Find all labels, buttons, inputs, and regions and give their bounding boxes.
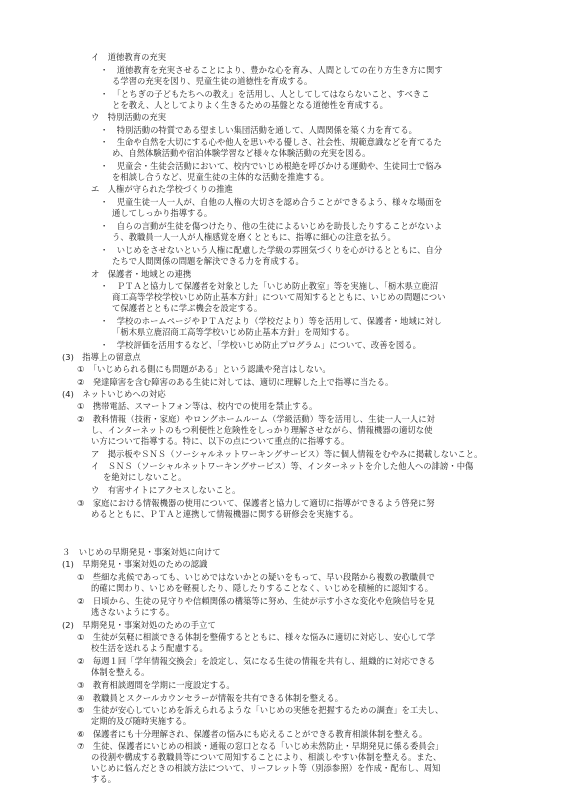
subsection-heading-recognition: (1) 早期発見・事案対処のための認識 — [62, 559, 208, 569]
bullet-line: て保護者とともに学ぶ機会を設定する。 — [112, 303, 263, 313]
numbered-line: ② 日頃から、生徒の見守りや信頼関係の構築等に努め、生徒が示す小さな変化や危険信号を見 — [77, 596, 435, 606]
section-heading-moral-education: イ 道徳教育の充実 — [91, 52, 167, 62]
numbered-line: ① 「いじめられる側にも問題がある」という認識や発言はしない。 — [77, 364, 331, 374]
bullet-line: 「栃木県立鹿沼商工高等学校いじめ防止基本方針」を周知する。 — [112, 327, 355, 337]
bullet-line: ・ 「とちぎの子どもたちへの教え」を活用し、人としてしてはならないこと、すべきこ — [100, 89, 430, 99]
bullet-line: たちで人間関係の問題を解決できる力を育成する。 — [112, 256, 304, 266]
numbered-line: い方について指導する。特に、以下の点について重点的に指導する。 — [91, 436, 350, 446]
numbered-line: ① 生徒が気軽に相談できる体制を整備するとともに、様々な悩みに適切に対応し、安心して学 — [77, 632, 436, 642]
numbered-line: いじめに悩んだときの相談方法について、リーフレット等（別添参照）を作成・配布し、周知 — [91, 763, 441, 773]
section-heading-early-detection: ３ いじめの早期発見・事案対処に向けて — [62, 547, 221, 557]
bullet-line: ・ 児童会・生徒会活動において、校内でいじめ根絶を呼びかける運動や、生徒同士で悩み — [100, 161, 442, 171]
sub-item-line: を絶対にしないこと。 — [103, 472, 187, 482]
bullet-line: ・ 学校評価を活用するなど、「学校いじめ防止プログラム」について、改善を図る。 — [100, 340, 421, 350]
bullet-line: ・ ＰＴＡと協力して保護者を対象とした「いじめ防止教室」等を実施し、「栃木県立鹿沼 — [100, 281, 439, 291]
numbered-line: 体制を整える。 — [91, 667, 150, 677]
numbered-line: 定期的及び随時実施する。 — [91, 716, 192, 726]
bullet-line: ・ 児童生徒一人一人が、自他の人権の大切さを認め合うことができるよう、様々な場面を — [100, 197, 443, 207]
section-heading-human-rights: エ 人権が守られた学校づくりの推進 — [91, 184, 233, 194]
section-heading-special-activities: ウ 特別活動の充実 — [91, 112, 167, 122]
numbered-line: ① 些細な兆候であっても、いじめではないかとの疑いをもって、早い段階から複数の教職員で — [77, 572, 435, 582]
bullet-line: ・ 特別活動の特質である望ましい集団活動を通して、人間関係を築く力を育てる。 — [100, 125, 418, 135]
bullet-line: 商工高等学校学校いじめ防止基本方針」について周知するとともに、いじめの問題につい — [112, 292, 446, 302]
bullet-line: 通してしっかり指導する。 — [112, 208, 213, 218]
bullet-line: め、自然体験活動や宿泊体験学習など様々な体験活動の充実を図る。 — [112, 148, 371, 158]
numbered-line: ① 携帯電話、スマートフォン等は、校内での使用を禁止する。 — [77, 401, 318, 411]
bullet-line: ・ 学校のホームページやＰＴＡだより（学校だより）等を活用して、保護者・地域に対し — [100, 316, 442, 326]
bullet-line: ・ 自らの言動が生徒を傷つけたり、他の生徒によるいじめを助長したりすることがないよ — [100, 221, 443, 231]
numbered-line: ② 毎週１回「学年情報交換会」を設定し、気になる生徒の情報を共有し、組織的に対応できる — [77, 656, 436, 666]
bullet-line: る学習の充実を図り、児童生徒の道徳性を育成する。 — [112, 76, 313, 86]
numbered-line: ② 教科情報（技術・家庭）やロングホームルーム（学級活動）等を活用し、生徒一人一人に対 — [77, 414, 435, 424]
numbered-line: 逃さないようにする。 — [91, 607, 175, 617]
bullet-line: ・ 生命や自然を大切にする心や他人を思いやる優しさ、社会性、規範意識などを育てるた — [100, 137, 442, 147]
sub-item-line: ア 掲示板やＳＮＳ（ソーシャルネットワーキングサービス）等に個人情報をむやみに掲載しないこと。 — [91, 449, 483, 459]
numbered-line: 的確に関わり、いじめを軽視したり、隠したりすることなく、いじめを積極的に認知する。 — [91, 583, 434, 593]
section-heading-parents-community: オ 保護者・地域との連携 — [91, 269, 192, 279]
numbered-line: の役割や構成する教職員等について周知することにより、相談しやすい体制を整える。また、 — [91, 752, 442, 762]
bullet-line: を相談し合うなど、児童生徒の主体的な活動を推進する。 — [112, 172, 330, 182]
subsection-heading-net-bullying: (4) ネットいじめへの対応 — [62, 389, 166, 399]
subsection-heading-measures: (2) 早期発見・事案対処のための手立て — [62, 620, 216, 630]
numbered-line: めるとともに、ＰＴＡと連携して情報機器に関する研修会を実施する。 — [91, 509, 359, 519]
numbered-line: ⑥ 保護者にも十分理解され、保護者の悩みにも応えることができる教育相談体制を整える。 — [77, 729, 428, 739]
numbered-line: ④ 教職員とスクールカウンセラーが情報を共有できる体制を整える。 — [77, 693, 344, 703]
bullet-line: ・ 道徳教育を充実させることにより、豊かな心を育み、人間としての在り方生き方に関す — [100, 65, 443, 75]
subsection-heading-guidance-notes: (3) 指導上の留意点 — [62, 352, 141, 362]
numbered-line: し、インターネットのもつ利便性と危険性をしっかり理解させながら、情報機器の適切な使 — [91, 425, 433, 435]
numbered-line: する。 — [91, 774, 117, 784]
sub-item-line: イ ＳＮＳ（ソーシャルネットワーキングサービス）等、インターネットを介した他人への誹謗・中傷 — [91, 461, 474, 471]
numbered-line: ⑦ 生徒、保護者にいじめの相談・通報の窓口となる「いじめ未然防止・早期発見に係る委員会」 — [77, 741, 444, 751]
numbered-line: ⑤ 生徒が安心していじめを訴えられるような「いじめの実態を把握するための調査」を工夫し、 — [77, 705, 444, 715]
bullet-line: とを教え、人としてよりよく生きるための基盤となる道徳性を育成する。 — [112, 100, 388, 110]
numbered-line: ③ 家庭における情報機器の使用について、保護者と協力して適切に指導ができるよう啓発に努 — [77, 498, 435, 508]
bullet-line: ・ いじめをさせないという人権に配慮した学級の雰囲気づくりを心がけるとともに、自分 — [100, 245, 443, 255]
bullet-line: う、教職員一人一人が人権感覚を磨くとともに、指導に細心の注意を払う。 — [112, 232, 396, 242]
numbered-line: ③ 教育相談週間を学期に一度設定する。 — [77, 680, 235, 690]
sub-item-line: ウ 有害サイトにアクセスしないこと。 — [91, 485, 241, 495]
numbered-line: 校生活を送れるよう配慮する。 — [91, 643, 208, 653]
numbered-line: ② 発達障害を含む障害のある生徒に対しては、適切に理解した上で指導に当たる。 — [77, 377, 394, 387]
